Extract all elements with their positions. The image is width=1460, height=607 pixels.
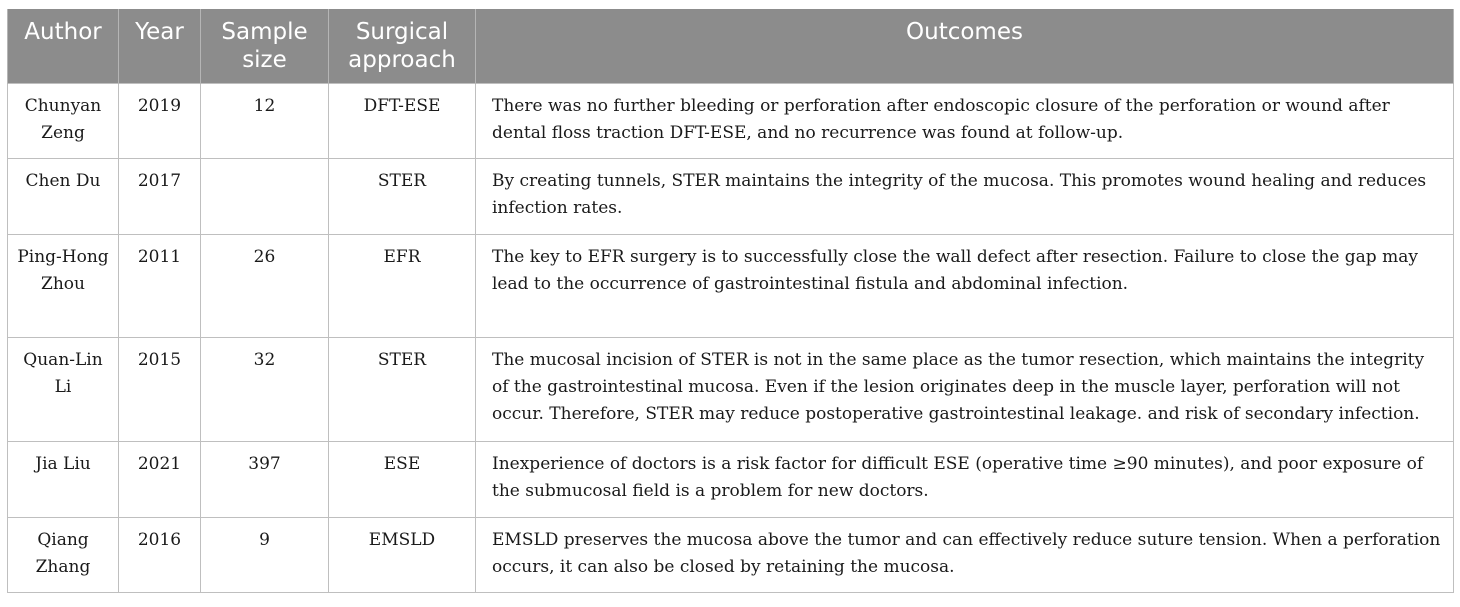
cell-outcomes: Inexperience of doctors is a risk factor for difficult ESE (operative time ≥90 minutes), and poor exposure of the submucosal field is a problem for new doctors. (476, 442, 1454, 518)
cell-sample-size: 12 (201, 84, 329, 159)
cell-author: Jia Liu (8, 442, 119, 518)
cell-surgical-approach: STER (329, 338, 476, 442)
cell-sample-size: 9 (201, 518, 329, 593)
studies-table (7, 9, 1454, 593)
table-row (8, 518, 1454, 593)
cell-outcomes: There was no further bleeding or perforation after endoscopic closure of the perforation or wound after dental floss traction DFT-ESE, and no recurrence was found at follow-up. (476, 84, 1454, 159)
cell-surgical-approach: ESE (329, 442, 476, 518)
header-author: Author (8, 9, 119, 84)
cell-sample-size: 397 (201, 442, 329, 518)
cell-year: 2019 (119, 84, 201, 159)
cell-author: Quan-Lin Li (8, 338, 119, 442)
cell-year: 2016 (119, 518, 201, 593)
cell-outcomes: The key to EFR surgery is to successfully close the wall defect after resection. Failure to close the gap may lead to the occurrence of gastrointestinal fistula and abdominal infection. (476, 235, 1454, 338)
cell-surgical-approach: DFT-ESE (329, 84, 476, 159)
cell-author: Ping-Hong Zhou (8, 235, 119, 338)
table-row (8, 442, 1454, 518)
cell-surgical-approach: EMSLD (329, 518, 476, 593)
table-body (8, 84, 1454, 593)
cell-surgical-approach: STER (329, 159, 476, 235)
cell-sample-size (201, 159, 329, 235)
table-row (8, 159, 1454, 235)
cell-author: Chunyan Zeng (8, 84, 119, 159)
header-outcomes: Outcomes (476, 9, 1454, 84)
table-row (8, 338, 1454, 442)
cell-year: 2017 (119, 159, 201, 235)
cell-sample-size: 26 (201, 235, 329, 338)
table-header (8, 9, 1454, 84)
table-row (8, 84, 1454, 159)
cell-surgical-approach: EFR (329, 235, 476, 338)
cell-outcomes: The mucosal incision of STER is not in the same place as the tumor resection, which maintains the integrity of the gastrointestinal mucosa. Even if the lesion originates deep in the muscle layer, perforation will not occur. Therefore, STER may reduce postoperative gastrointestinal leakage. and risk of secondary infection. (476, 338, 1454, 442)
cell-outcomes: EMSLD preserves the mucosa above the tumor and can effectively reduce suture tension. When a perforation occurs, it can also be closed by retaining the mucosa. (476, 518, 1454, 593)
header-surgical-approach: Surgical approach (329, 9, 476, 84)
cell-year: 2021 (119, 442, 201, 518)
cell-year: 2015 (119, 338, 201, 442)
cell-sample-size: 32 (201, 338, 329, 442)
cell-outcomes: By creating tunnels, STER maintains the integrity of the mucosa. This promotes wound healing and reduces infection rates. (476, 159, 1454, 235)
header-sample-size: Sample size (201, 9, 329, 84)
cell-author: Chen Du (8, 159, 119, 235)
table-row (8, 235, 1454, 338)
header-year: Year (119, 9, 201, 84)
cell-author: Qiang Zhang (8, 518, 119, 593)
cell-year: 2011 (119, 235, 201, 338)
header-row (8, 9, 1454, 84)
